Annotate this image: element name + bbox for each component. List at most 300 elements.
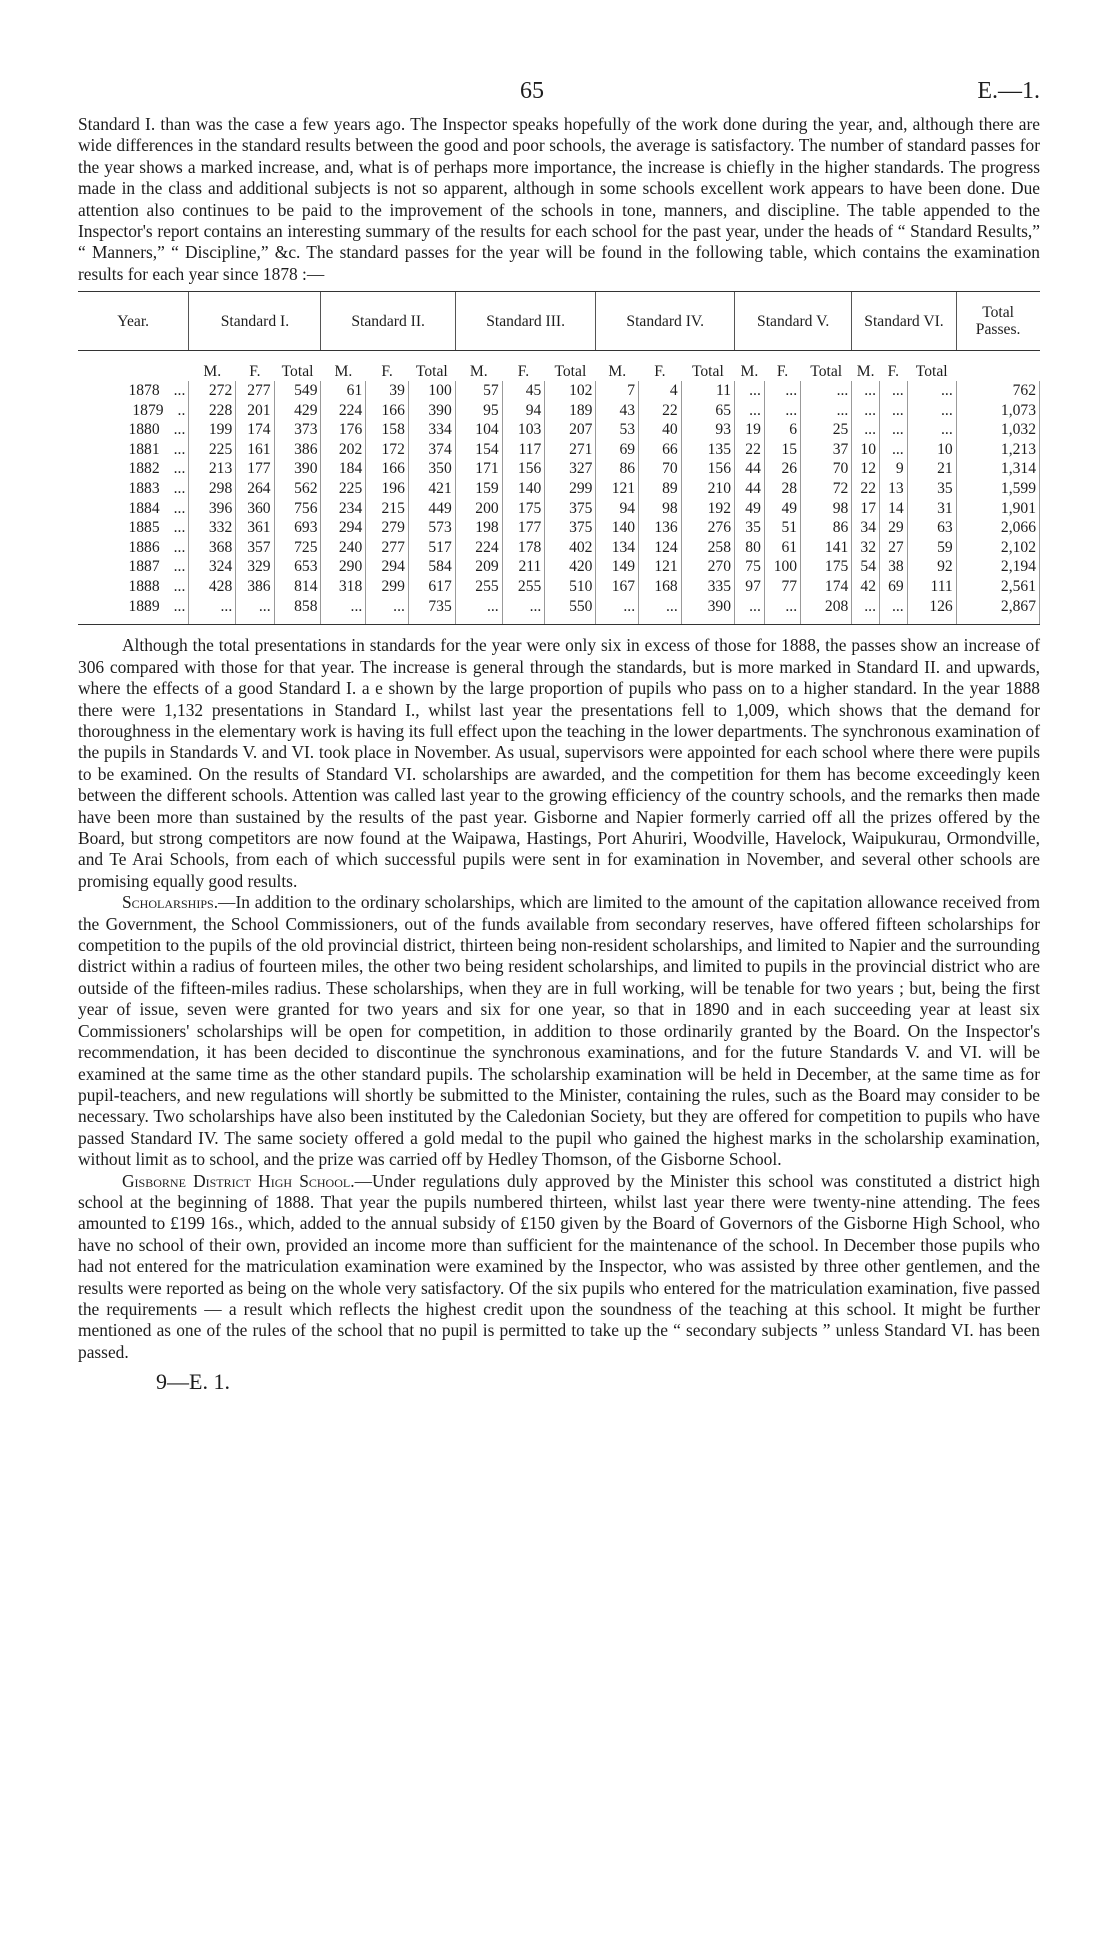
table-cell: 271: [545, 440, 596, 460]
table-cell: 361: [236, 518, 274, 538]
table-cell: 69: [596, 440, 639, 460]
table-cell: ...: [639, 597, 682, 617]
table-cell: 37: [801, 440, 852, 460]
subheader-cell: M.: [608, 363, 627, 381]
table-cell: 318: [321, 577, 366, 597]
table-cell: 290: [321, 558, 366, 578]
table-cell: 209: [455, 558, 502, 578]
table-spacer-cell: [681, 616, 734, 625]
table-cell: 199: [189, 420, 236, 440]
header-standard-3: Standard III.: [455, 292, 596, 351]
table-cell: 77: [764, 577, 800, 597]
table-cell: 25: [801, 420, 852, 440]
table-cell: 44: [735, 460, 765, 480]
table-cell: 43: [596, 401, 639, 421]
table-spacer-cell: [596, 616, 639, 625]
table-cell: 63: [907, 518, 956, 538]
gisborne-text: —Under regulations duly approved by the Minister this school was constituted a district high school at the beginning of 1888. That year the pupils numbered thirteen, whilst last year there were twenty-nine attending. The fees amounted to £199 16s., which, added to the annual subsidy of £150 given by the Board of Governors of the Gisborne High School, who have no school of their own, provided an income more than sufficient for the maintenance of the school. In December those pupils who had not entered for the matriculation examination were examined by the Inspector, who was assisted by three other gentlemen, and the results were reported as being on the whole very satisfactory. Of the six pupils who entered for the matriculation examination, five passed the requirements — a result which reflects the highest credit upon the soundness of the teaching at this school. It might be further mentioned as one of the rules of the school that no pupil is permitted to take up the “ secondary subjects ” unless Standard VI. has been passed.: [78, 1170, 1040, 1362]
year-value: 1889: [128, 597, 160, 615]
table-cell: 49: [735, 499, 765, 519]
table-cell: 224: [455, 538, 502, 558]
subheader-blank: [78, 351, 189, 382]
table-cell: ...: [455, 597, 502, 617]
table-cell: 17: [852, 499, 880, 519]
table-cell: 80: [735, 538, 765, 558]
table-cell: 375: [545, 518, 596, 538]
table-spacer-cell: [366, 616, 409, 625]
table-cell: 19: [735, 420, 765, 440]
table-cell: 332: [189, 518, 236, 538]
table-cell: 159: [455, 479, 502, 499]
table-spacer-cell: [321, 616, 366, 625]
table-cell: 92: [907, 558, 956, 578]
table-cell: 126: [907, 597, 956, 617]
table-bottom-rule: [78, 616, 1040, 625]
document-reference: E.—1.: [977, 78, 1040, 104]
table-cell: 211: [502, 558, 545, 578]
table-header-row: [78, 292, 1040, 351]
table-cell: 21: [907, 460, 956, 480]
table-cell: 402: [545, 538, 596, 558]
intro-paragraph: Standard I. than was the case a few years ago. The Inspector speaks hopefully of the work done during the year, and, although there are wide differences in the standard results between the good and poor schools, the average is satisfactory. The number of standard passes for the year shows a marked increase, and, what is of perhaps more importance, the increase is chiefly in the higher standards. The progress made in the class and additional subjects is not so apparent, although in some schools excellent work appears to have been done. Due attention also continues to be paid to the improvement of the schools in tone, manners, and discipline. The table appended to the Inspector's report contains an interesting summary of the results for each school for the past year, under the heads of “ Standard Results,” “ Manners,” “ Discipline,” &c. The standard passes for the year will be found in the following table, which contains the examination results for each year since 1878 :—: [78, 114, 1040, 284]
header-standard-2: Standard II.: [321, 292, 455, 351]
table-cell: 167: [596, 577, 639, 597]
table-cell: 396: [189, 499, 236, 519]
table-cell: 277: [366, 538, 409, 558]
table-spacer-cell: [78, 616, 189, 625]
table-cell: 6: [764, 420, 800, 440]
table-cell: 121: [596, 479, 639, 499]
table-row: [78, 518, 1040, 538]
table-cell: 161: [236, 440, 274, 460]
table-cell: 27: [879, 538, 907, 558]
year-cell: [78, 479, 189, 499]
table-cell: 299: [366, 577, 409, 597]
year-leader-dots: ...: [173, 499, 186, 517]
table-cell: ...: [764, 381, 800, 401]
table-cell: ...: [502, 597, 545, 617]
table-spacer-cell: [735, 616, 765, 625]
table-cell: ...: [236, 597, 274, 617]
year-leader-dots: ...: [173, 538, 186, 556]
year-value: 1888: [128, 577, 160, 595]
table-cell: 174: [801, 577, 852, 597]
table-cell: 51: [764, 518, 800, 538]
table-cell: 386: [274, 440, 321, 460]
table-cell: 386: [236, 577, 274, 597]
table-cell: ...: [735, 381, 765, 401]
table-cell: 517: [408, 538, 455, 558]
table-cell: 65: [681, 401, 734, 421]
table-cell: 4: [639, 381, 682, 401]
table-cell: 149: [596, 558, 639, 578]
table-cell: 29: [879, 518, 907, 538]
table-cell: 368: [189, 538, 236, 558]
table-cell: 117: [502, 440, 545, 460]
table-cell: 57: [455, 381, 502, 401]
table-cell: 207: [545, 420, 596, 440]
table-row: [78, 420, 1040, 440]
table-subheader-row: [78, 351, 1040, 382]
table-cell: 449: [408, 499, 455, 519]
table-spacer-cell: [956, 616, 1039, 625]
table-cell: 93: [681, 420, 734, 440]
year-cell: [78, 440, 189, 460]
table-cell: 140: [502, 479, 545, 499]
subheader-cell: M.: [856, 363, 875, 381]
table-row: [78, 577, 1040, 597]
subheader-cell: M.: [334, 363, 353, 381]
subheader-blank: [956, 351, 1039, 382]
table-row: [78, 381, 1040, 401]
table-cell: 390: [681, 597, 734, 617]
table-spacer-cell: [189, 616, 236, 625]
table-cell: 40: [639, 420, 682, 440]
table-cell: 102: [545, 381, 596, 401]
subheader-cell: Total: [810, 363, 843, 381]
table-cell: 298: [189, 479, 236, 499]
table-cell: 13: [879, 479, 907, 499]
table-cell: 94: [502, 401, 545, 421]
table-cell: 215: [366, 499, 409, 519]
table-cell: 213: [189, 460, 236, 480]
table-cell: 75: [735, 558, 765, 578]
year-cell: [78, 518, 189, 538]
table-cell: 89: [639, 479, 682, 499]
table-cell: 550: [545, 597, 596, 617]
table-cell: 103: [502, 420, 545, 440]
table-cell: 428: [189, 577, 236, 597]
table-cell: 429: [274, 401, 321, 421]
table-cell: 49: [764, 499, 800, 519]
table-cell: 111: [907, 577, 956, 597]
table-cell: ...: [879, 420, 907, 440]
table-spacer-cell: [236, 616, 274, 625]
table-cell: 70: [801, 460, 852, 480]
paragraph-scholarships: [78, 892, 1040, 1170]
table-cell: 7: [596, 381, 639, 401]
year-cell: [78, 577, 189, 597]
table-cell: ...: [879, 597, 907, 617]
subheader-cell: F.: [517, 363, 530, 381]
table-cell: 22: [735, 440, 765, 460]
table-cell: 373: [274, 420, 321, 440]
table-cell: 725: [274, 538, 321, 558]
table-cell: 329: [236, 558, 274, 578]
table-cell: 59: [907, 538, 956, 558]
year-value: 1881: [128, 440, 160, 458]
table-cell: 134: [596, 538, 639, 558]
table-spacer-cell: [545, 616, 596, 625]
subheader-cell: F.: [654, 363, 666, 381]
year-leader-dots: ...: [173, 597, 186, 615]
table-cell: 584: [408, 558, 455, 578]
table-cell: 200: [455, 499, 502, 519]
year-value: 1880: [128, 421, 160, 439]
table-cell: 124: [639, 538, 682, 558]
table-row: [78, 460, 1040, 480]
table-cell: 53: [596, 420, 639, 440]
table-cell: 86: [596, 460, 639, 480]
total-passes-cell: 2,102: [956, 538, 1039, 558]
table-cell: 166: [366, 401, 409, 421]
year-cell: [78, 420, 189, 440]
table-spacer-cell: [455, 616, 502, 625]
table-cell: 54: [852, 558, 880, 578]
table-cell: 189: [545, 401, 596, 421]
header-year: Year.: [78, 292, 189, 351]
table-cell: 158: [366, 420, 409, 440]
table-cell: 573: [408, 518, 455, 538]
table-cell: 184: [321, 460, 366, 480]
standard-passes-table: [78, 292, 1040, 625]
header-standard-4: Standard IV.: [596, 292, 735, 351]
table-cell: 327: [545, 460, 596, 480]
table-cell: 174: [236, 420, 274, 440]
year-cell: [78, 538, 189, 558]
table-cell: 175: [801, 558, 852, 578]
table-cell: 390: [274, 460, 321, 480]
table-cell: 858: [274, 597, 321, 617]
table-spacer-cell: [879, 616, 907, 625]
subheader-cell: F.: [381, 363, 393, 381]
table-cell: 95: [455, 401, 502, 421]
year-leader-dots: ...: [173, 577, 186, 595]
year-value: 1883: [128, 480, 160, 498]
table-cell: 98: [801, 499, 852, 519]
year-cell: [78, 597, 189, 617]
table-cell: 210: [681, 479, 734, 499]
table-spacer-cell: [274, 616, 321, 625]
table-cell: ...: [879, 381, 907, 401]
total-passes-cell: 1,599: [956, 479, 1039, 499]
page-number: 65: [520, 78, 544, 104]
total-passes-cell: 762: [956, 381, 1039, 401]
paragraph-presentations: Although the total presentations in standards for the year were only six in excess of those for 1888, the passes show an increase of 306 compared with those for that year. The increase is general through the standards, but is more marked in Standard II. and upwards, where the effects of a good Standard I. a e shown by the large proportion of pupils who pass on to a higher standard. In the year 1888 there were 1,132 presentations in Standard I., whilst last year the presentations fell to 1,009, which shows that the demand for thoroughness in the elementary work is having its full effect upon the teaching in the lower departments. The synchronous examination of the pupils in Standards V. and VI. took place in November. As usual, supervisors were appointed for each school where there were pupils to be examined. On the results of Standard VI. scholarships are awarded, and the competition for them has become exceedingly keen between the different schools. Attention was called last year to the growing efficiency of the country schools, and the remarks then made have been more than sustained by the results of the past year. Gisborne and Napier formerly carried off all the prizes offered by the Board, but strong competitors are now found at the Waipawa, Hastings, Port Ahuriri, Woodville, Havelock, Waipukurau, Ormondville, and Te Arai Schools, from each of which successful pupils were sent in for examination in November, and several other schools are promising equally good results.: [78, 635, 1040, 891]
table-cell: 335: [681, 577, 734, 597]
table-cell: ...: [907, 420, 956, 440]
table-cell: 225: [189, 440, 236, 460]
table-cell: 141: [801, 538, 852, 558]
scholarships-heading: Scholarships.: [122, 892, 219, 913]
table-cell: 279: [366, 518, 409, 538]
table-cell: 66: [639, 440, 682, 460]
table-cell: ...: [321, 597, 366, 617]
table-cell: 270: [681, 558, 734, 578]
table-cell: 693: [274, 518, 321, 538]
total-passes-cell: 1,032: [956, 420, 1039, 440]
table-cell: 196: [366, 479, 409, 499]
table-cell: 421: [408, 479, 455, 499]
total-passes-cell: 1,314: [956, 460, 1039, 480]
table-cell: 15: [764, 440, 800, 460]
table-cell: 156: [502, 460, 545, 480]
table-cell: 156: [681, 460, 734, 480]
table-cell: 350: [408, 460, 455, 480]
table-cell: 272: [189, 381, 236, 401]
table-cell: 258: [681, 538, 734, 558]
total-passes-cell: 2,867: [956, 597, 1039, 617]
table-cell: 240: [321, 538, 366, 558]
table-cell: 100: [408, 381, 455, 401]
table-cell: 45: [502, 381, 545, 401]
year-value: 1879: [132, 401, 164, 419]
total-passes-cell: 1,213: [956, 440, 1039, 460]
table-cell: ...: [366, 597, 409, 617]
year-leader-dots: ...: [173, 440, 186, 458]
table-cell: 9: [879, 460, 907, 480]
table-cell: 178: [502, 538, 545, 558]
table-cell: 175: [502, 499, 545, 519]
table-cell: 357: [236, 538, 274, 558]
year-leader-dots: ...: [173, 519, 186, 537]
table-cell: ...: [852, 401, 880, 421]
table-cell: 31: [907, 499, 956, 519]
table-cell: 390: [408, 401, 455, 421]
table-cell: 276: [681, 518, 734, 538]
table-cell: 198: [455, 518, 502, 538]
table-cell: 549: [274, 381, 321, 401]
table-cell: ...: [735, 597, 765, 617]
table-cell: 154: [455, 440, 502, 460]
subheader-cell: Total: [915, 363, 948, 381]
table-cell: 202: [321, 440, 366, 460]
table-cell: 22: [639, 401, 682, 421]
table-cell: 38: [879, 558, 907, 578]
table-spacer-cell: [852, 616, 880, 625]
year-value: 1882: [128, 460, 160, 478]
table-cell: 225: [321, 479, 366, 499]
table-cell: 72: [801, 479, 852, 499]
year-leader-dots: ...: [173, 421, 186, 439]
gisborne-heading: Gisborne District High School.: [122, 1170, 355, 1191]
year-leader-dots: ...: [173, 558, 186, 576]
table-cell: 177: [236, 460, 274, 480]
table-cell: 12: [852, 460, 880, 480]
table-cell: 814: [274, 577, 321, 597]
table-cell: 324: [189, 558, 236, 578]
table-cell: ...: [801, 401, 852, 421]
total-passes-cell: 2,066: [956, 518, 1039, 538]
table-cell: 22: [852, 479, 880, 499]
total-passes-cell: 2,194: [956, 558, 1039, 578]
table-cell: ...: [596, 597, 639, 617]
table-cell: 34: [852, 518, 880, 538]
subheader-cell: Total: [691, 363, 724, 381]
table-cell: 375: [545, 499, 596, 519]
table-cell: ...: [764, 401, 800, 421]
table-row: [78, 558, 1040, 578]
document-page: [78, 78, 1040, 1395]
table-cell: 14: [879, 499, 907, 519]
table-cell: ...: [852, 420, 880, 440]
table-cell: 42: [852, 577, 880, 597]
table-cell: 28: [764, 479, 800, 499]
total-passes-cell: 1,073: [956, 401, 1039, 421]
total-passes-cell: 1,901: [956, 499, 1039, 519]
table-cell: 10: [852, 440, 880, 460]
table-cell: 35: [907, 479, 956, 499]
subheader-cell: Total: [554, 363, 587, 381]
table-cell: 374: [408, 440, 455, 460]
table-cell: 234: [321, 499, 366, 519]
table-row: [78, 440, 1040, 460]
table-row: [78, 479, 1040, 499]
table-cell: 510: [545, 577, 596, 597]
table-cell: ...: [879, 401, 907, 421]
table-cell: 299: [545, 479, 596, 499]
table-cell: 735: [408, 597, 455, 617]
table-spacer-cell: [907, 616, 956, 625]
table-cell: ...: [801, 381, 852, 401]
table-row: [78, 597, 1040, 617]
table-cell: ...: [879, 440, 907, 460]
table-cell: 10: [907, 440, 956, 460]
table-cell: 44: [735, 479, 765, 499]
year-cell: [78, 401, 189, 421]
table-cell: 97: [735, 577, 765, 597]
table-cell: 562: [274, 479, 321, 499]
table-cell: ...: [189, 597, 236, 617]
table-spacer-cell: [639, 616, 682, 625]
year-value: 1884: [128, 499, 160, 517]
table-cell: 201: [236, 401, 274, 421]
table-cell: 756: [274, 499, 321, 519]
year-leader-dots: ...: [173, 382, 186, 400]
table-cell: 653: [274, 558, 321, 578]
table-spacer-cell: [408, 616, 455, 625]
year-value: 1886: [128, 538, 160, 556]
subheader-cell: F.: [776, 363, 789, 381]
table-cell: 136: [639, 518, 682, 538]
table-cell: 168: [639, 577, 682, 597]
table-cell: 255: [455, 577, 502, 597]
table-cell: 420: [545, 558, 596, 578]
table-cell: 264: [236, 479, 274, 499]
header-standard-5: Standard V.: [735, 292, 852, 351]
paragraph-gisborne: [78, 1171, 1040, 1364]
table-cell: 70: [639, 460, 682, 480]
table-cell: 208: [801, 597, 852, 617]
table-cell: 61: [321, 381, 366, 401]
table-cell: 26: [764, 460, 800, 480]
subheader-cell: M.: [740, 363, 759, 381]
year-cell: [78, 558, 189, 578]
table-cell: 228: [189, 401, 236, 421]
year-cell: [78, 381, 189, 401]
table-spacer-cell: [502, 616, 545, 625]
page-header: [78, 78, 1040, 114]
table-cell: 39: [366, 381, 409, 401]
header-standard-6: Standard VI.: [852, 292, 956, 351]
table-cell: 35: [735, 518, 765, 538]
table-cell: ...: [852, 381, 880, 401]
table-cell: 617: [408, 577, 455, 597]
subheader-cell: Total: [415, 363, 448, 381]
table-cell: 135: [681, 440, 734, 460]
table-cell: 11: [681, 381, 734, 401]
table-row: [78, 401, 1040, 421]
table-cell: 98: [639, 499, 682, 519]
table-cell: ...: [907, 401, 956, 421]
table-cell: 69: [879, 577, 907, 597]
table-cell: ...: [907, 381, 956, 401]
year-leader-dots: ...: [173, 460, 186, 478]
table-cell: 192: [681, 499, 734, 519]
table-spacer-cell: [801, 616, 852, 625]
table-cell: 86: [801, 518, 852, 538]
table-cell: 166: [366, 460, 409, 480]
